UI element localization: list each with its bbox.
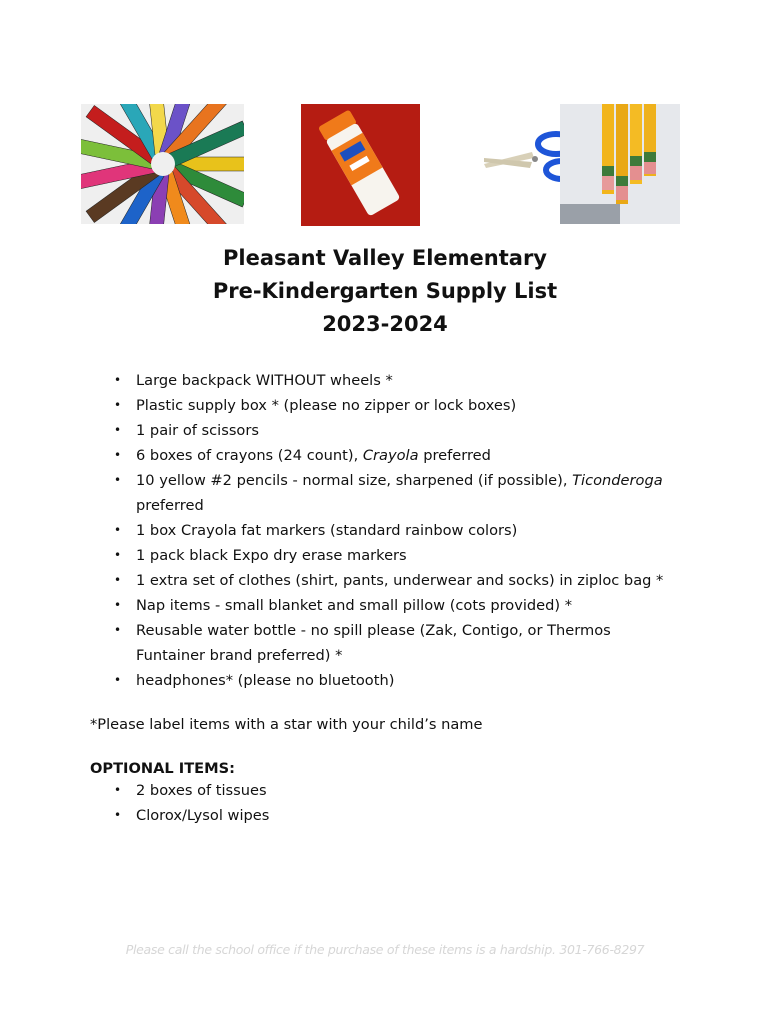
list-item: • headphones* (please no bluetooth) — [112, 668, 682, 693]
document-title — [0, 242, 770, 341]
pencils-image — [560, 104, 680, 224]
bullet-icon: • — [114, 523, 122, 537]
list-item: • 6 boxes of crayons (24 count), Crayola preferred — [112, 443, 682, 468]
brand-name: Crayola — [362, 447, 419, 464]
optional-heading: OPTIONAL ITEMS: — [90, 760, 236, 777]
bullet-icon: • — [114, 423, 122, 437]
list-item: • Large backpack WITHOUT wheels * — [112, 368, 682, 393]
list-item: • 1 box Crayola fat markers (standard rainbow colors) — [112, 518, 682, 543]
crayons-image — [81, 104, 244, 224]
bullet-icon: • — [114, 598, 122, 612]
bullet-icon: • — [114, 448, 122, 462]
school-name: Pleasant Valley Elementary — [222, 246, 547, 270]
bullet-icon: • — [114, 548, 122, 562]
supply-list — [112, 368, 682, 693]
hardship-footer: Please call the school office if the purchase of these items is a hardship. 301-766-8297 — [125, 942, 645, 957]
list-item: • Clorox/Lysol wipes — [112, 803, 612, 828]
bullet-icon: • — [114, 473, 122, 487]
label-note: *Please label items with a star with your child’s name — [90, 716, 483, 733]
bullet-icon: • — [114, 623, 122, 637]
bullet-icon: • — [114, 398, 122, 412]
list-item: • 10 yellow #2 pencils - normal size, sharpened (if possible), Ticonderoga preferred — [112, 468, 682, 518]
list-item: • Nap items - small blanket and small pillow (cots provided) * — [112, 593, 682, 618]
bullet-icon: • — [114, 673, 122, 687]
list-item: • 1 pair of scissors — [112, 418, 682, 443]
list-item: • 1 extra set of clothes (shirt, pants, underwear and socks) in ziploc bag * — [112, 568, 682, 593]
bullet-icon: • — [114, 808, 122, 822]
bullet-icon: • — [114, 373, 122, 387]
bullet-icon: • — [114, 783, 122, 797]
list-item: • 2 boxes of tissues — [112, 778, 612, 803]
list-title: Pre-Kindergarten Supply List — [212, 279, 558, 303]
list-item: • Reusable water bottle - no spill please (Zak, Contigo, or Thermos Funtainer brand preferred) * — [112, 618, 682, 668]
glue-stick-image — [301, 104, 420, 226]
bullet-icon: • — [114, 573, 122, 587]
brand-name: Ticonderoga — [572, 472, 663, 489]
list-item: • Plastic supply box * (please no zipper or lock boxes) — [112, 393, 682, 418]
school-year: 2023-2024 — [322, 312, 448, 336]
list-item: • 1 pack black Expo dry erase markers — [112, 543, 682, 568]
optional-list — [112, 778, 612, 828]
